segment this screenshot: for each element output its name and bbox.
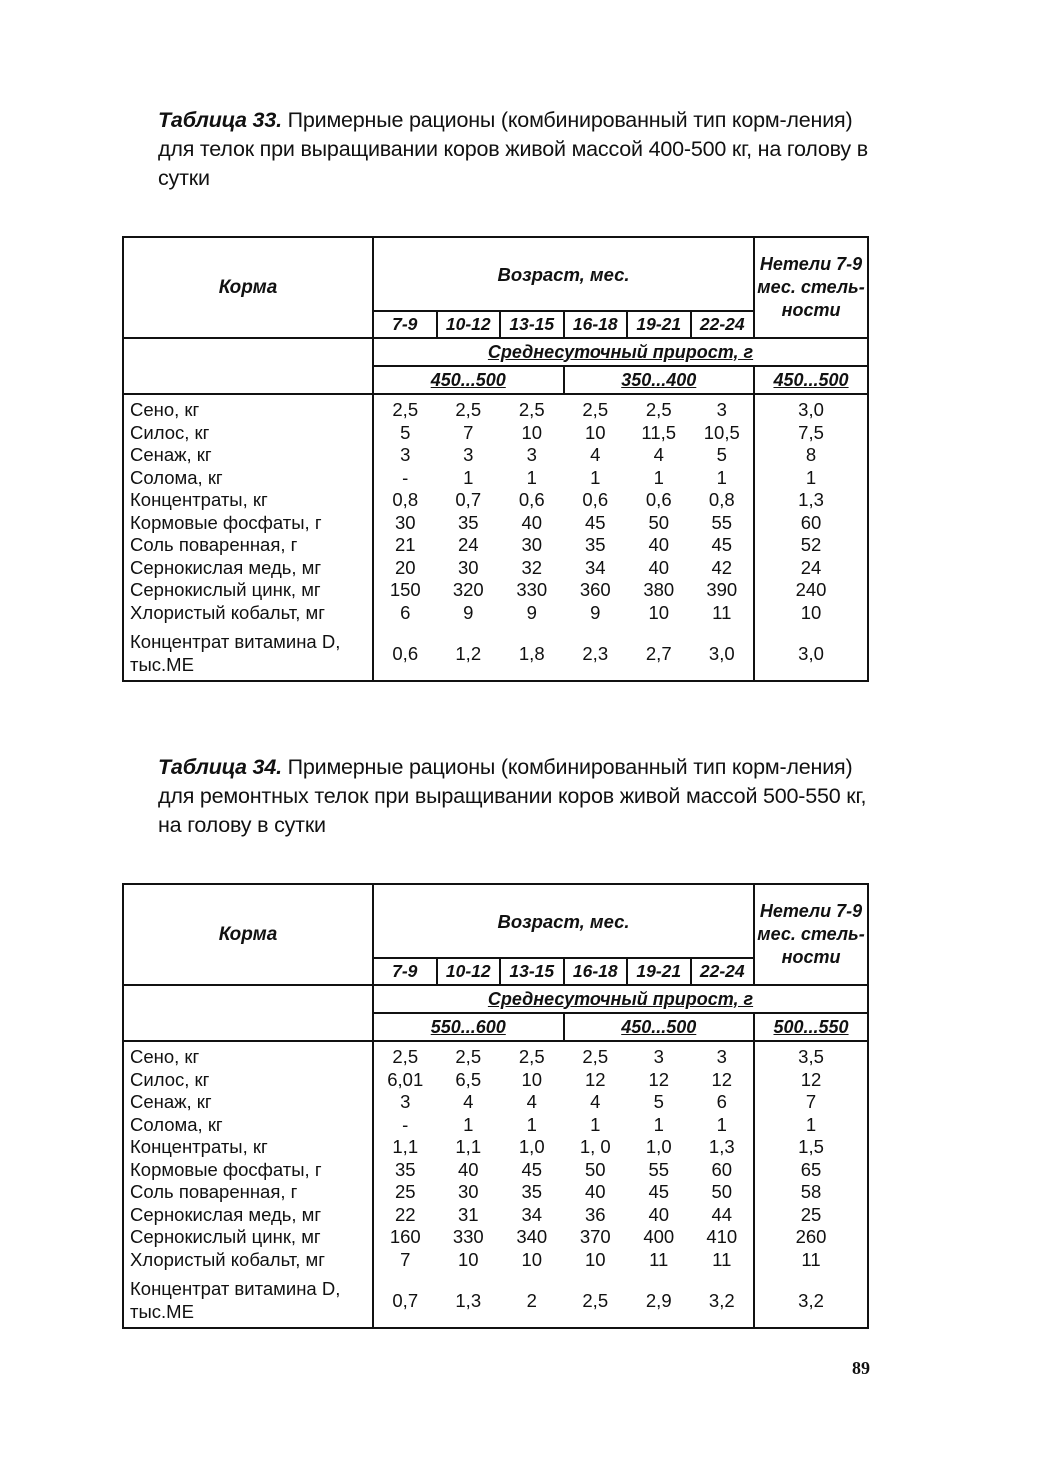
heifers-value-cell: 60 — [754, 512, 868, 535]
heifers-value-cell: 1,3 — [754, 489, 868, 512]
age-value-cell: 1, 0 — [579, 1136, 611, 1157]
age-value-cell: 1,3 — [455, 1289, 482, 1311]
age-value-cell: 40 — [648, 556, 670, 578]
age-value-cell: 44 — [711, 1203, 733, 1225]
age-value-cell: 30 — [394, 511, 416, 533]
age-value-cell: 2,9 — [645, 1289, 672, 1311]
age-value-cell: 45 — [521, 1158, 543, 1180]
table-body — [123, 1041, 868, 1328]
age-value-cell: 30 — [521, 534, 543, 555]
age-value-cell: 12 — [648, 1068, 670, 1090]
table-row — [123, 1114, 868, 1137]
feed-name-cell: Соль поваренная, г — [123, 534, 373, 557]
feed-name-cell: Сенаж, кг — [123, 1091, 373, 1114]
table-row — [123, 1069, 868, 1092]
heifers-value-cell: 8 — [754, 444, 868, 467]
table-row — [123, 1226, 868, 1249]
age-value-cell: 40 — [457, 1158, 479, 1180]
age-range-header: 10-12 — [437, 958, 501, 985]
age-value-cell: 7 — [463, 421, 474, 443]
table-row — [123, 534, 868, 557]
age-value-cell: 2,3 — [582, 642, 609, 664]
age-value-cell: 35 — [394, 1158, 416, 1180]
age-value-cell: 9 — [463, 601, 474, 623]
heifers-value-cell: 1 — [754, 1114, 868, 1137]
age-value-cell: 0,7 — [455, 489, 482, 510]
age-value-cell: 1,0 — [518, 1136, 545, 1157]
feed-name-cell: Сернокислый цинк, мг — [123, 1226, 373, 1249]
age-value-cell: 35 — [521, 1181, 543, 1202]
age-value-cell: 6 — [400, 601, 411, 623]
feed-name-cell: Концентраты, кг — [123, 1136, 373, 1159]
age-range-header: 7-9 — [373, 311, 437, 338]
age-header: Возраст, мес. — [373, 237, 754, 311]
table-row — [123, 602, 868, 625]
age-value-cell: 34 — [584, 556, 606, 578]
gain-value-text: 550...600 — [430, 1016, 506, 1037]
caption-text: Примерные рационы (комбинированный тип корм-ления) для телок при выращивании коров живой массой 400-500 кг, на голову в сутки — [158, 108, 868, 190]
age-value-cell: 0,7 — [392, 1289, 419, 1311]
age-value-cell: 1 — [653, 466, 664, 488]
age-value-cell: 330 — [452, 1226, 484, 1247]
age-value-cell: 0,8 — [392, 489, 419, 510]
age-value-cell: 0,6 — [392, 642, 419, 664]
age-value-cell: 3 — [400, 444, 411, 465]
heifers-column-header: Нетели 7-9 мес. стель-ности — [754, 884, 868, 985]
feed-name-cell: Сернокислая медь, мг — [123, 557, 373, 580]
gain-value — [373, 1013, 564, 1041]
feed-name-cell: Кормовые фосфаты, г — [123, 512, 373, 535]
gain-value — [564, 1013, 755, 1041]
age-value-cell: 1,2 — [455, 642, 482, 664]
heifers-column-header: Нетели 7-9 мес. стель-ности — [754, 237, 868, 338]
age-value-cell: 55 — [711, 511, 733, 533]
table-34 — [122, 883, 869, 1329]
gain-value-text: 450...500 — [430, 369, 506, 390]
age-value-cell: 5 — [716, 444, 727, 465]
table-row — [123, 394, 868, 422]
age-value-cell: 11 — [712, 1248, 732, 1270]
age-value-cell: 2,5 — [455, 399, 482, 420]
feed-name-cell: Солома, кг — [123, 467, 373, 490]
age-value-cell: 320 — [452, 579, 484, 600]
age-value-cell: 2 — [526, 1289, 537, 1311]
heifers-value-cell: 240 — [754, 579, 868, 602]
age-value-cell: 3 — [400, 1091, 411, 1112]
age-value-cell: 20 — [394, 556, 416, 578]
age-value-cell: 35 — [457, 511, 479, 533]
caption-label: Таблица 33. — [158, 108, 282, 132]
table-row — [123, 512, 868, 535]
age-value-cell: 30 — [457, 556, 479, 578]
age-value-cell: 1 — [716, 1113, 727, 1135]
gain-header-text: Среднесуточный прирост, г — [487, 341, 754, 362]
gain-value-text: 450...500 — [621, 1016, 697, 1037]
table-row — [123, 1136, 868, 1159]
age-value-cell: 11 — [649, 1248, 669, 1270]
age-value-cell: 30 — [457, 1181, 479, 1202]
table-row — [123, 579, 868, 602]
age-value-cell: 10 — [521, 1248, 543, 1270]
table-row — [123, 489, 868, 512]
age-value-cell: 40 — [584, 1181, 606, 1202]
heifers-value-cell: 65 — [754, 1159, 868, 1182]
heifers-value-cell: 3,5 — [754, 1041, 868, 1069]
age-value-cell: 4 — [590, 444, 601, 465]
age-value-cell: 50 — [648, 511, 670, 533]
heifers-value-cell: 3,0 — [754, 394, 868, 422]
age-value-cell: 40 — [521, 511, 543, 533]
gain-value-text: 450...500 — [773, 369, 849, 390]
age-value-cell: 2,5 — [645, 399, 672, 420]
age-value-cell: 31 — [457, 1203, 479, 1225]
table-row — [123, 1091, 868, 1114]
age-value-cell: 5 — [400, 421, 411, 443]
gain-header-text: Среднесуточный прирост, г — [487, 988, 754, 1009]
feed-name-cell: Сернокислый цинк, мг — [123, 579, 373, 602]
age-range-header: 22-24 — [691, 958, 755, 985]
table-row — [123, 444, 868, 467]
age-value-cell: 45 — [711, 534, 733, 555]
age-range-header: 13-15 — [500, 311, 564, 338]
age-value-cell: 0,6 — [518, 489, 545, 510]
age-range-header: 19-21 — [627, 311, 691, 338]
table-row — [123, 557, 868, 580]
age-value-cell: 1,0 — [645, 1136, 672, 1157]
age-value-cell: 10 — [521, 1068, 543, 1090]
age-value-cell: 1 — [653, 1113, 664, 1135]
feed-column-header: Корма — [123, 237, 373, 338]
age-value-cell: 1 — [526, 466, 537, 488]
age-value-cell: 12 — [584, 1068, 606, 1090]
age-value-cell: 40 — [648, 534, 670, 555]
table-row — [123, 467, 868, 490]
age-value-cell: 330 — [516, 579, 548, 600]
age-value-cell: 42 — [711, 556, 733, 578]
gain-value — [564, 366, 755, 394]
feed-column-header: Корма — [123, 884, 373, 985]
age-value-cell: 10 — [584, 1248, 606, 1270]
age-value-cell: 2,5 — [582, 399, 609, 420]
age-value-cell: 1 — [590, 466, 601, 488]
age-value-cell: 45 — [648, 1181, 670, 1202]
age-value-cell: 2,5 — [455, 1046, 482, 1067]
age-value-cell: 4 — [526, 1091, 537, 1112]
age-value-cell: 55 — [648, 1158, 670, 1180]
age-value-cell: 50 — [711, 1181, 733, 1202]
age-value-cell: 0,8 — [708, 489, 735, 510]
feed-name-cell: Концентрат витамина D, тыс.МЕ — [123, 624, 373, 681]
feed-name-cell: Силос, кг — [123, 1069, 373, 1092]
gain-value — [754, 1013, 868, 1041]
feed-name-cell: Концентрат витамина D, тыс.МЕ — [123, 1271, 373, 1328]
feed-name-cell: Солома, кг — [123, 1114, 373, 1137]
age-range-header: 22-24 — [691, 311, 755, 338]
age-value-cell: 0,6 — [582, 489, 609, 510]
table-row — [123, 1041, 868, 1069]
age-value-cell: 34 — [521, 1203, 543, 1225]
table-row — [123, 1181, 868, 1204]
caption-label: Таблица 34. — [158, 755, 282, 779]
age-value-cell: 25 — [394, 1181, 416, 1202]
age-value-cell: 3,0 — [708, 642, 735, 664]
feed-column-spacer — [123, 338, 373, 394]
feed-name-cell: Кормовые фосфаты, г — [123, 1159, 373, 1182]
age-value-cell: 45 — [584, 511, 606, 533]
gain-value — [754, 366, 868, 394]
age-value-cell: 32 — [521, 556, 543, 578]
gain-value-text: 500...550 — [773, 1016, 849, 1037]
age-value-cell: 22 — [394, 1203, 416, 1225]
age-value-cell: 11,5 — [641, 421, 677, 443]
age-value-cell: 390 — [706, 579, 738, 600]
age-value-cell: 60 — [711, 1158, 733, 1180]
age-value-cell: 1,8 — [518, 642, 545, 664]
age-value-cell: 2,7 — [645, 642, 672, 664]
age-value-cell: 2,5 — [392, 1046, 419, 1067]
age-value-cell: - — [402, 466, 409, 488]
gain-value-text: 350...400 — [621, 369, 697, 390]
age-value-cell: 2,5 — [582, 1289, 609, 1311]
age-value-cell: 1,1 — [455, 1136, 482, 1157]
age-value-cell: 7 — [400, 1248, 411, 1270]
age-value-cell: 6 — [716, 1091, 727, 1112]
age-value-cell: 0,6 — [645, 489, 672, 510]
age-value-cell: 2,5 — [518, 1046, 545, 1067]
table-33-caption — [158, 106, 868, 193]
age-range-header: 19-21 — [627, 958, 691, 985]
table-34-caption — [158, 753, 868, 840]
age-value-cell: 3 — [716, 399, 727, 420]
age-value-cell: 50 — [584, 1158, 606, 1180]
age-value-cell: 1 — [526, 1113, 537, 1135]
age-value-cell: 9 — [590, 601, 601, 623]
age-value-cell: 3 — [463, 444, 474, 465]
heifers-value-cell: 24 — [754, 557, 868, 580]
age-value-cell: 9 — [526, 601, 537, 623]
feed-name-cell: Силос, кг — [123, 422, 373, 445]
age-value-cell: 24 — [457, 534, 479, 555]
age-value-cell: 380 — [643, 579, 675, 600]
age-value-cell: 3 — [526, 444, 537, 465]
gain-header — [373, 338, 868, 366]
age-value-cell: 3,2 — [708, 1289, 735, 1311]
feed-name-cell: Сено, кг — [123, 394, 373, 422]
table-row — [123, 1159, 868, 1182]
age-value-cell: 160 — [389, 1226, 421, 1247]
age-value-cell: 10 — [584, 421, 606, 443]
heifers-value-cell: 7 — [754, 1091, 868, 1114]
heifers-value-cell: 10 — [754, 602, 868, 625]
heifers-value-cell: 3,0 — [754, 624, 868, 681]
table-row — [123, 1249, 868, 1272]
heifers-value-cell: 52 — [754, 534, 868, 557]
age-range-header: 13-15 — [500, 958, 564, 985]
page-number: 89 — [852, 1358, 870, 1378]
heifers-value-cell: 1 — [754, 467, 868, 490]
age-value-cell: 40 — [648, 1203, 670, 1225]
age-value-cell: 10 — [457, 1248, 479, 1270]
heifers-value-cell: 12 — [754, 1069, 868, 1092]
age-range-header: 16-18 — [564, 311, 628, 338]
age-value-cell: 11 — [712, 601, 732, 623]
gain-value — [373, 366, 564, 394]
heifers-value-cell: 11 — [754, 1249, 868, 1272]
heifers-value-cell: 1,5 — [754, 1136, 868, 1159]
table-row — [123, 1204, 868, 1227]
age-value-cell: 3 — [653, 1046, 664, 1067]
age-value-cell: 21 — [394, 534, 416, 555]
age-value-cell: 4 — [463, 1091, 474, 1112]
age-value-cell: 1 — [463, 466, 474, 488]
table-body — [123, 394, 868, 681]
feed-name-cell: Соль поваренная, г — [123, 1181, 373, 1204]
age-value-cell: 360 — [579, 579, 611, 600]
age-value-cell: 1,3 — [708, 1136, 735, 1157]
feed-name-cell: Сенаж, кг — [123, 444, 373, 467]
age-value-cell: 12 — [711, 1068, 733, 1090]
age-value-cell: 410 — [706, 1226, 738, 1247]
feed-column-spacer — [123, 985, 373, 1041]
age-value-cell: 4 — [590, 1091, 601, 1112]
age-value-cell: 400 — [643, 1226, 675, 1247]
age-value-cell: 6,01 — [387, 1068, 424, 1090]
heifers-value-cell: 260 — [754, 1226, 868, 1249]
age-value-cell: 6,5 — [455, 1068, 482, 1090]
table-row — [123, 1271, 868, 1328]
feed-name-cell: Концентраты, кг — [123, 489, 373, 512]
age-value-cell: 36 — [584, 1203, 606, 1225]
heifers-value-cell: 3,2 — [754, 1271, 868, 1328]
age-value-cell: 2,5 — [518, 399, 545, 420]
age-value-cell: 370 — [579, 1226, 611, 1247]
age-value-cell: 1 — [716, 466, 727, 488]
age-header: Возраст, мес. — [373, 884, 754, 958]
caption-text: Примерные рационы (комбинированный тип корм-ления) для ремонтных телок при выращивании коров живой массой 500-550 кг, на голову в сутки — [158, 755, 867, 837]
age-value-cell: 2,5 — [392, 399, 419, 420]
age-value-cell: 4 — [653, 444, 664, 465]
table-33 — [122, 236, 869, 682]
feed-name-cell: Сернокислая медь, мг — [123, 1204, 373, 1227]
age-value-cell: 1 — [590, 1113, 601, 1135]
age-value-cell: 2,5 — [582, 1046, 609, 1067]
feed-name-cell: Хлористый кобальт, мг — [123, 1249, 373, 1272]
age-value-cell: - — [402, 1113, 409, 1135]
age-range-header: 7-9 — [373, 958, 437, 985]
age-value-cell: 150 — [389, 579, 421, 600]
feed-name-cell: Хлористый кобальт, мг — [123, 602, 373, 625]
age-value-cell: 1 — [463, 1113, 474, 1135]
table-row — [123, 624, 868, 681]
age-range-header: 10-12 — [437, 311, 501, 338]
age-value-cell: 10 — [648, 601, 670, 623]
age-value-cell: 1,1 — [392, 1136, 419, 1157]
age-value-cell: 3 — [716, 1046, 727, 1067]
age-value-cell: 35 — [584, 534, 606, 555]
age-value-cell: 340 — [516, 1226, 548, 1247]
heifers-value-cell: 7,5 — [754, 422, 868, 445]
feed-name-cell: Сено, кг — [123, 1041, 373, 1069]
heifers-value-cell: 25 — [754, 1204, 868, 1227]
gain-header — [373, 985, 868, 1013]
table-row — [123, 422, 868, 445]
heifers-value-cell: 58 — [754, 1181, 868, 1204]
age-value-cell: 10 — [521, 421, 543, 443]
age-value-cell: 10,5 — [703, 421, 740, 443]
age-value-cell: 5 — [653, 1091, 664, 1112]
age-range-header: 16-18 — [564, 958, 628, 985]
